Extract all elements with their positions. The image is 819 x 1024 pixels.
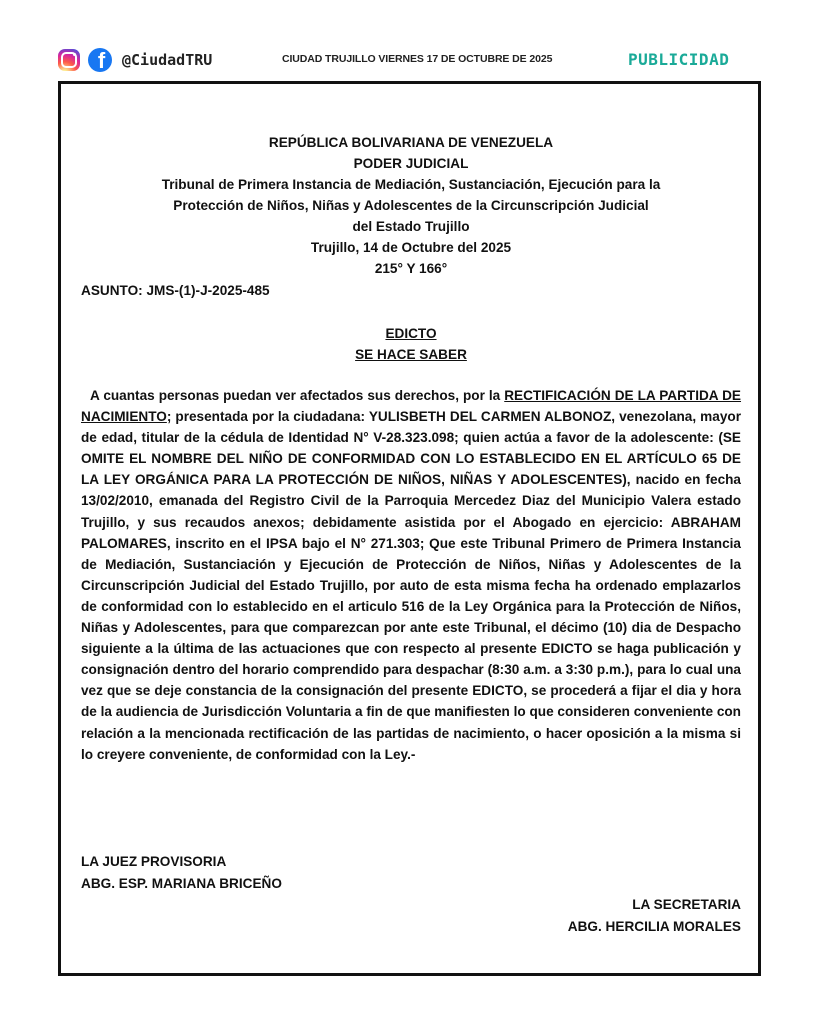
secretary-signature (568, 894, 741, 938)
legal-notice-box (58, 81, 761, 976)
heading-line-court-3: del Estado Trujillo (352, 219, 470, 234)
notice-title: EDICTO (385, 326, 437, 341)
page-header (0, 44, 819, 76)
secretary-name: ABG. HERCILIA MORALES (567, 919, 741, 934)
heading-line-court-1: Tribunal de Primera Instancia de Mediación, Sustanciación, Ejecución para la (161, 177, 661, 192)
heading-line-date: Trujillo, 14 de Octubre del 2025 (310, 240, 512, 255)
notice-title-block (81, 323, 741, 365)
body-subject-underlined: RECTIFICACIÓN DE LA PARTIDA DE NACIMIENTO (81, 388, 742, 425)
judge-title: LA JUEZ PROVISORIA (81, 854, 227, 869)
heading-line-court-2: Protección de Niños, Niñas y Adolescentes de la Circunscripción Judicial (173, 198, 649, 213)
notice-body (81, 385, 741, 765)
facebook-icon[interactable]: f (88, 48, 112, 72)
judge-name: ABG. ESP. MARIANA BRICEÑO (81, 876, 282, 891)
social-handle: @CiudadTRU (122, 51, 213, 69)
body-intro: A cuantas personas puedan ver afectados sus derechos, por la (90, 388, 505, 403)
social-links (58, 48, 212, 72)
heading-line-country: REPÚBLICA BOLIVARIANA DE VENEZUELA (268, 135, 554, 150)
legal-notice-content (81, 84, 741, 973)
court-heading (81, 132, 741, 279)
secretary-title: LA SECRETARIA (632, 897, 741, 912)
body-rest: ; presentada por la ciudadana: YULISBETH DEL CARMEN ALBONOZ, venezolana, mayor de edad, titular de la cédula de Identidad N° V-28.323.098; quien actúa a favor de la adolescente: (SE OMITE EL NOMBRE DEL NIÑO DE CONFORMIDAD CON LO ESTABLECIDO EN EL ARTÍCULO 65 DE LA LEY ORGÁNICA PARA LA PROTECCIÓN DE NIÑOS, NIÑAS Y ADOLESCENTES), nacido en fecha 13/02/2010, emanada del Registro Civil de la Parroquia Mercedez Diaz del Municipio Valera estado Trujillo, y sus recaudos anexos; debidamente asistida por el Abogado en ejercicio: ABRAHAM PALOMARES, inscrito en el IPSA bajo el N° 271.303; Que este Tribunal Primero de Primera Instancia de Mediación, Sustanciación y Ejecución de Protección de Niños, Niñas y Adolescentes de la Circunscripción Judicial del Estado Trujillo, por auto de esta misma fecha ha ordenado emplazarlos de conformidad con lo establecido en el articulo 516 de la Ley Orgánica para la Protección de Niños, Niñas y Adolescentes, para que comparezcan por ante este Tribunal, el décimo (10) dia de Despacho siguiente a la última de las actuaciones que con respecto al presente EDICTO se haga publicación y consignación dentro del horario comprendido para despachar (8:30 a.m. a 3:30 p.m.), para lo cual una vez que se deje constancia de la consignación del presente EDICTO, se procederá a fijar el dia y hora de la audiencia de Jurisdicción Voluntaria a fin de que manifiesten lo que consideren conveniente con relación a la mencionada rectificación de las partidas de nacimiento, o hacer oposición a la misma si lo creyere conveniente, de conformidad con la Ley.- (81, 409, 741, 762)
newspaper-dateline: CIUDAD TRUJILLO VIERNES 17 DE OCTUBRE DE 2025 (282, 53, 553, 65)
case-reference: ASUNTO: JMS-(1)-J-2025-485 (81, 283, 270, 298)
notice-subtitle: SE HACE SABER (355, 347, 467, 362)
heading-line-years: 215° Y 166° (374, 261, 448, 276)
section-label: PUBLICIDAD (628, 50, 730, 69)
instagram-icon[interactable] (58, 49, 80, 71)
judge-signature (81, 851, 282, 895)
heading-line-branch: PODER JUDICIAL (353, 156, 469, 171)
